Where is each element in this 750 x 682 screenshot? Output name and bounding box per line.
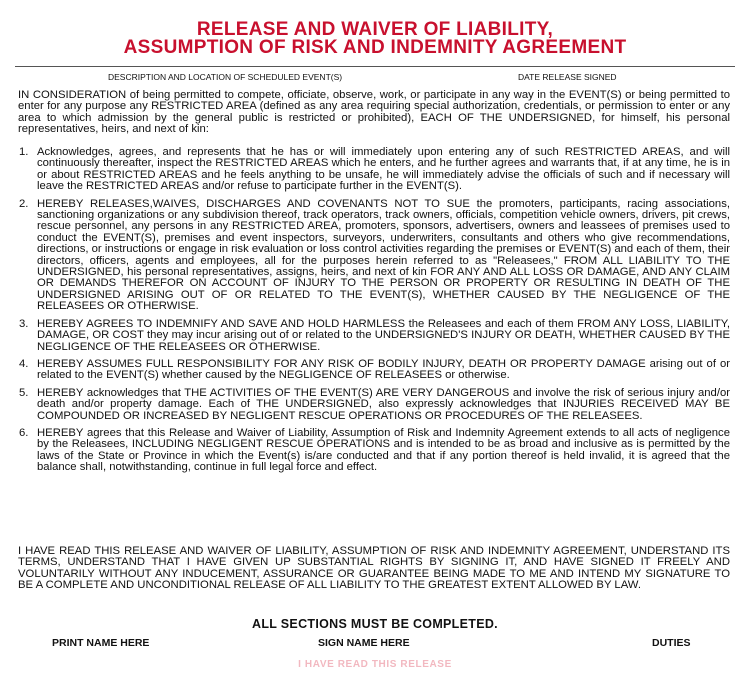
list-item-number: 1. (19, 146, 29, 158)
list-item-number: 4. (19, 357, 29, 370)
list-item (4, 319, 730, 353)
date-signed-caption: DATE RELEASE SIGNED (518, 72, 617, 82)
list-item (4, 359, 730, 382)
list-item-text: HEREBY acknowledges that THE ACTIVITIES OF THE EVENT(S) ARE VERY DANGEROUS and involve the risk of serious injury and/or death and/or property damage. Each of THE UNDERSIGNED, also expressly acknowledges that INJURIES RECEIVED MAY BE COMPOUNDED OR INCREASED BY NEGLIGENT RESCUE OPERATIONS OR PROCEDURES OF THE RELEASEES. (37, 386, 730, 422)
list-item-text: HEREBY agrees that this Release and Waiver of Liability, Assumption of Risk and Indemnity Agreement extends to all acts of negligence by the Releasees, INCLUDING NEGLIGENT RESCUE OPERATIONS and is intended to be as broad and inclusive as is permitted by the laws of the State or Province in which the Event(s) is/are conducted and that if any portion thereof is held invalid, it is agreed that the balance shall, notwithstanding, continue in full legal force and effect. (37, 426, 730, 474)
list-item-number: 2. (19, 197, 29, 210)
list-item-number: 3. (19, 317, 29, 330)
faint-read-release-header: I HAVE READ THIS RELEASE (298, 659, 452, 670)
list-item-text: HEREBY ASSUMES FULL RESPONSIBILITY FOR ANY RISK OF BODILY INJURY, DEATH OR PROPERTY DAMAGE arising out of or related to the EVENT(S) whether caused by the NEGLIGENCE OF RELEASEES or otherwise. (37, 357, 730, 382)
all-sections-notice: ALL SECTIONS MUST BE COMPLETED. (252, 617, 498, 631)
intro-paragraph: IN CONSIDERATION of being permitted to compete, officiate, observe, work, or participate in any way in the EVENT(S) or being permitted to enter for any purpose any RESTRICTED AREA (defined as any area requiring special authorization, credentials, or permission to enter or any area to which admission by the general public is restricted or prohibited), EACH OF THE UNDERSIGNED, for himself, his personal representatives, heirs, and next of kin: (18, 89, 730, 136)
duties-column-header: DUTIES (652, 637, 691, 649)
list-item-number: 6. (19, 426, 29, 439)
document-title-line-1: RELEASE AND WAIVER OF LIABILITY, (196, 19, 554, 40)
list-item (4, 428, 730, 474)
list-item-text: HEREBY AGREES TO INDEMNIFY AND SAVE AND HOLD HARMLESS the Releasees and each of them FROM ANY LOSS, LIABILITY, DAMAGE, OR COST they may incur arising out of or related to the UNDERSIGNED'S INJURY OR DEATH, WHETHER CAUSED BY THE NEGLIGENCE OF THE RELEASEES OR OTHERWISE. (37, 317, 730, 353)
event-date-fill-line (15, 66, 735, 67)
list-item-text: HEREBY RELEASES,WAIVES, DISCHARGES AND COVENANTS NOT TO SUE the promoters, participants, racing associations, sanctioning organizations or any subdivision thereof, track operators, track owners, officials, competition vehicle owners, drivers, pit crews, rescue personnel, any persons in any RESTRICTED AREA, promoters, sponsors, advertisers, owners and leassees of premises used to conduct the EVENT(S), premises and event inspectors, surveyors, underwriters, consultants and others who give recommendations, directions, or instructions or engage in risk evaluation or loss control activities regarding the premises or EVENT(S) and each of them, their directors, officers, agents and employees, all for the purposes herein referred to as "Releasees," FROM ALL LIABILITY TO THE UNDERSIGNED, his personal representatives, assigns, heirs, and next of kin FOR ANY AND ALL LOSS OR DAMAGE, AND ANY CLAIM OR DEMANDS THEREFOR ON ACCOUNT OF INJURY TO THE PERSON OR PROPERTY OR RESULTING IN DEATH OF THE UNDERSIGNED ARISING OUT OF OR RELATED TO THE EVENT(S), WHETHER CAUSED BY THE NEGLIGENCE OF THE RELEASEES OR OTHERWISE. (37, 197, 730, 313)
event-description-caption: DESCRIPTION AND LOCATION OF SCHEDULED EVENT(S) (108, 72, 343, 82)
list-item-number: 5. (19, 386, 29, 399)
list-item (4, 147, 730, 193)
list-item-text: Acknowledges, agrees, and represents that he has or will immediately upon entering any of such RESTRICTED AREAS, and will continuously thereafter, inspect the RESTRICTED AREAS which he enters, and he further agrees and warrants that, if at any time, he is in or about RESTRICTED AREAS and he feels anything to be unsafe, he will immediately advise the officials of such and if necessary will leave the RESTRICTED AREAS and/or refuse to participate further in the EVENT(S). (37, 146, 730, 193)
print-name-column-header: PRINT NAME HERE (52, 637, 150, 649)
terms-list (4, 147, 730, 480)
document-title-line-2: ASSUMPTION OF RISK AND INDEMNITY AGREEMENT (123, 37, 627, 58)
list-item (4, 388, 730, 422)
list-item (4, 199, 730, 313)
sign-name-column-header: SIGN NAME HERE (318, 637, 410, 649)
acknowledgement-paragraph: I HAVE READ THIS RELEASE AND WAIVER OF LIABILITY, ASSUMPTION OF RISK AND INDEMNITY AGREEMENT, UNDERSTAND ITS TERMS, UNDERSTAND THAT I HAVE GIVEN UP SUBSTANTIAL RIGHTS BY SIGNING IT, AND HAVE SIGNED IT FREELY AND VOLUNTARILY WITHOUT ANY INDUCEMENT, ASSURANCE OR GUARANTEE BEING MADE TO ME AND INTEND MY SIGNATURE TO BE A COMPLETE AND UNCONDITIONAL RELEASE OF ALL LIABILITY TO THE GREATEST EXTENT ALLOWED BY LAW. (18, 545, 730, 592)
